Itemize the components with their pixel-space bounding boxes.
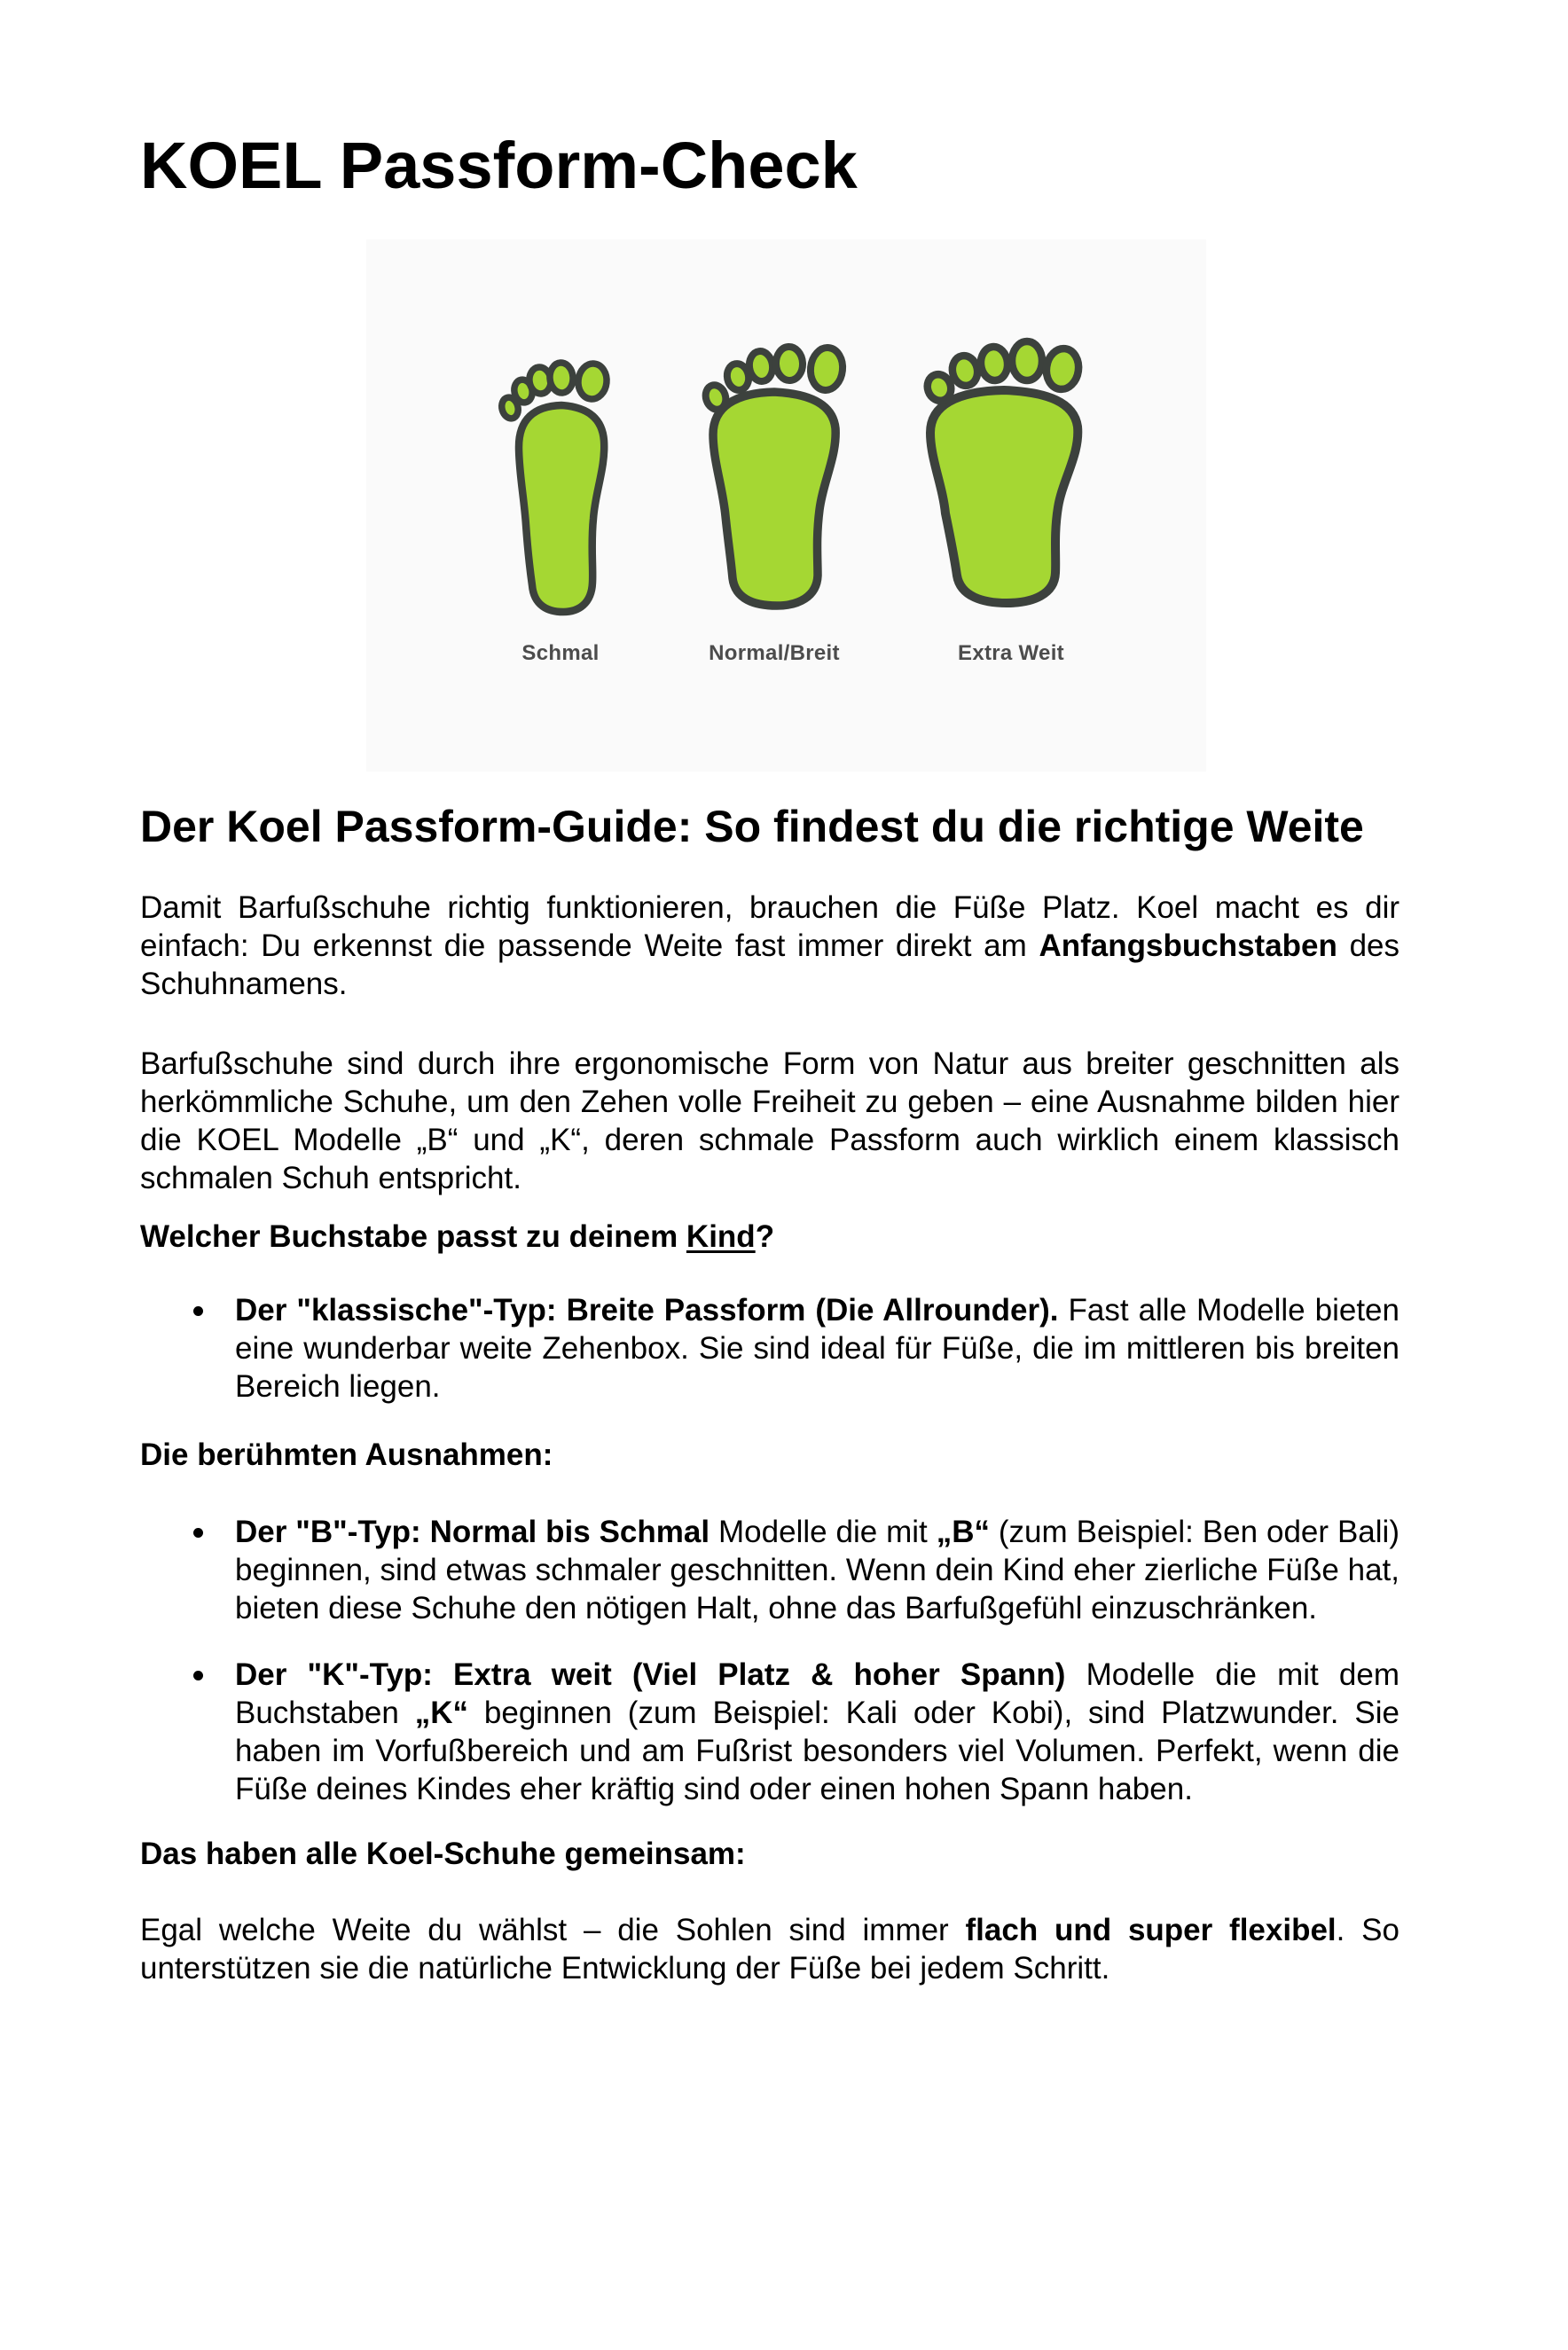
footprint-schmal-icon: [499, 362, 608, 612]
ausnahmen-list: [140, 1513, 1399, 1808]
list-item-klassisch-typ: Der "klassische"-Typ: Breite Passform (Die Allrounder). Fast alle Modelle bieten eine wunderbar weite Zehenbox. Sie sind ideal für Füße, die im mittleren bis breiten Bereich liegen.: [140, 1291, 1399, 1406]
foot-label-normal-breit: Normal/Breit: [709, 641, 840, 665]
foot-label-extra-weit: Extra Weit: [958, 641, 1064, 665]
guide-heading: Der Koel Passform-Guide: So findest du die richtige Weite: [140, 802, 1364, 851]
footprint-extra-weit-icon: [924, 341, 1081, 603]
gemeinsam-heading: Das haben alle Koel-Schuhe gemeinsam:: [140, 1837, 746, 1871]
page-title: KOEL Passform-Check: [140, 129, 858, 202]
outro-paragraph: Egal welche Weite du wählst – die Sohlen sind immer flach und super flexibel. So unterstützen sie die natürliche Entwicklung der Füße bei jedem Schritt.: [140, 1913, 1399, 1986]
foot-label-schmal: Schmal: [521, 641, 600, 665]
document-page: [0, 129, 1568, 2350]
kind-question-heading: Welcher Buchstabe passt zu deinem Kind?: [140, 1219, 775, 1254]
ausnahmen-heading: Die berühmten Ausnahmen:: [140, 1437, 553, 1472]
footprint-normal-breit-icon: [702, 346, 844, 606]
footprints-graphic: [366, 239, 1206, 772]
list-item-k-typ: Der "K"-Typ: Extra weit (Viel Platz & hoher Spann) Modelle die mit dem Buchstaben „K“ beginnen (zum Beispiel: Kali oder Kobi), sind Platzwunder. Sie haben im Vorfußbereich und am Fußrist besonders viel Volumen. Perfekt, wenn die Füße deines Kindes eher kräftig sind oder einen hohen Spann haben.: [140, 1656, 1399, 1808]
klassisch-list: [140, 1291, 1399, 1406]
foot-width-illustration: [366, 239, 1206, 772]
shape-note-paragraph: Barfußschuhe sind durch ihre ergonomische Form von Natur aus breiter geschnitten als herkömmliche Schuhe, um den Zehen volle Freiheit zu geben – eine Ausnahme bilden hier die KOEL Modelle „B“ und „K“, deren schmale Passform auch wirklich einem klassisch schmalen Schuh entspricht.: [140, 1046, 1399, 1195]
intro-paragraph: Damit Barfußschuhe richtig funktionieren, brauchen die Füße Platz. Koel macht es dir einfach: Du erkennst die passende Weite fast immer direkt am Anfangsbuchstaben des Schuhnamens.: [140, 890, 1400, 1001]
list-item-b-typ: Der "B"-Typ: Normal bis Schmal Modelle die mit „B“ (zum Beispiel: Ben oder Bali) beginnen, sind etwas schmaler geschnitten. Wenn dein Kind eher zierliche Füße hat, bieten diese Schuhe den nötigen Halt, ohne das Barfußgefühl einzuschränken.: [140, 1513, 1399, 1627]
